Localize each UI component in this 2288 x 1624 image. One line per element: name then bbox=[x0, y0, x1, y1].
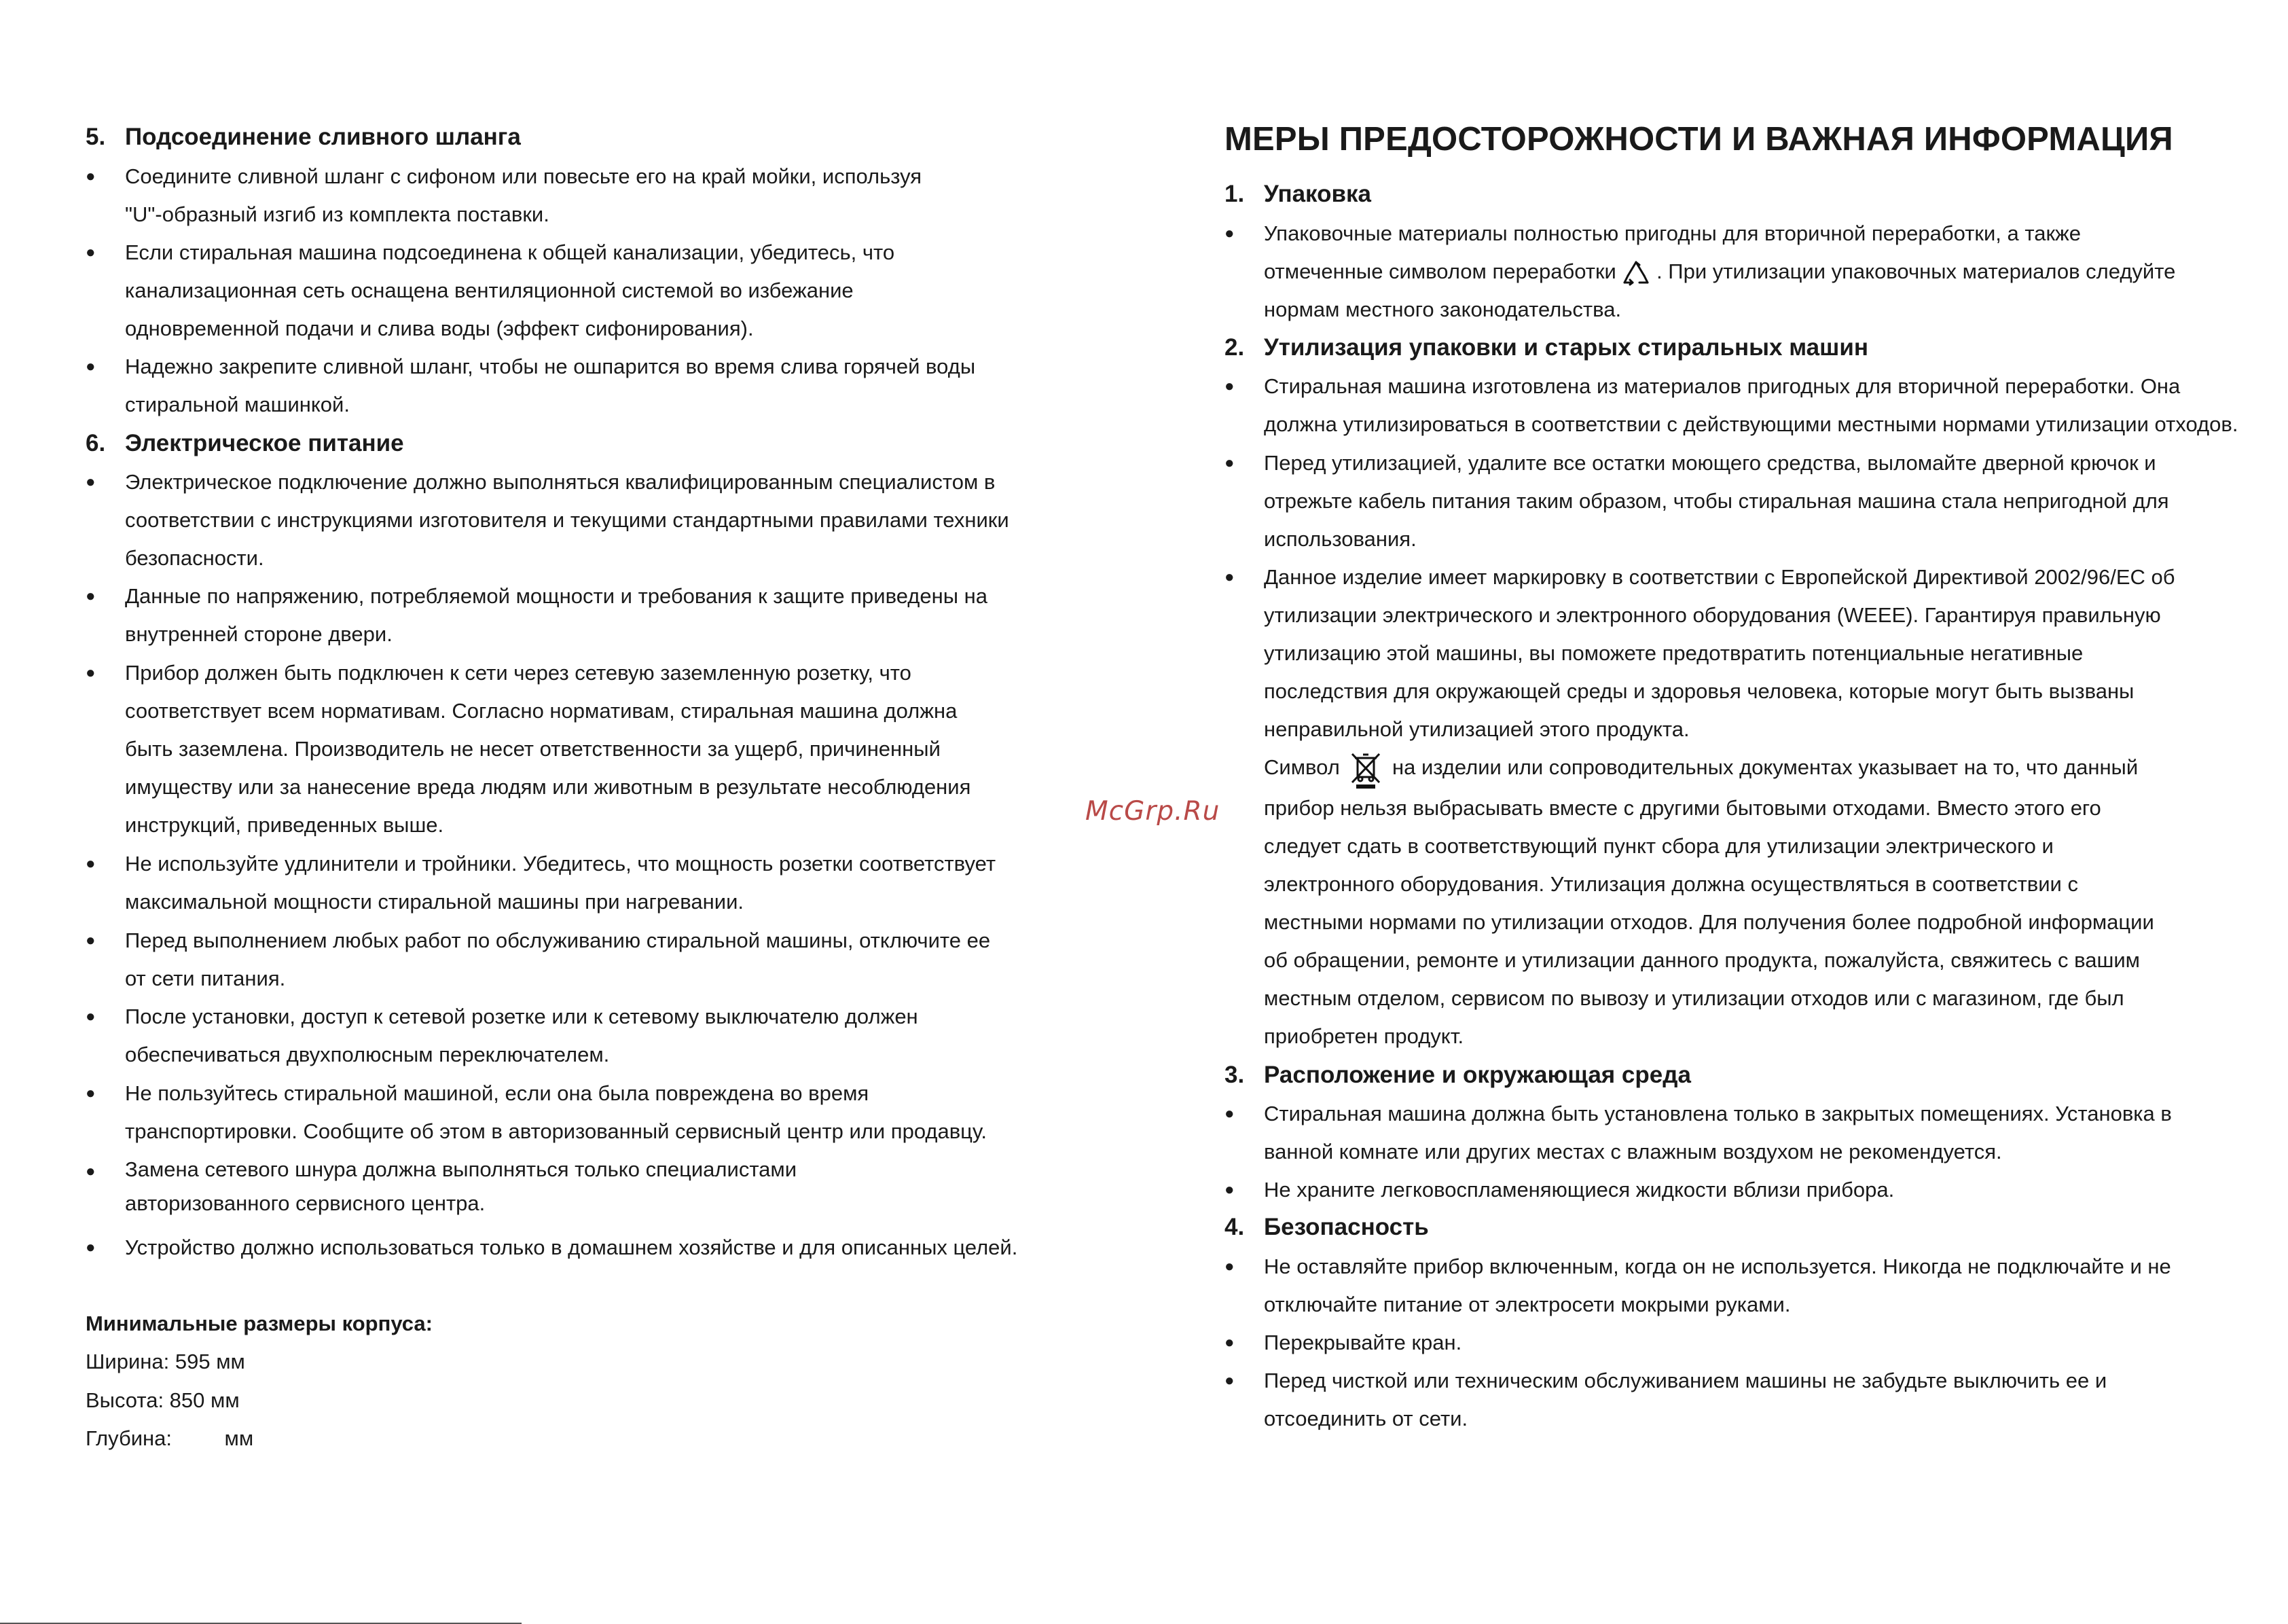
section-4-heading: 4. Безопасность bbox=[1224, 1214, 1429, 1240]
bullet-icon: ● bbox=[1224, 1333, 1235, 1352]
dimensions-heading: Минимальные размеры корпуса: bbox=[86, 1312, 433, 1335]
dimension-depth: Глубина: мм bbox=[86, 1426, 254, 1450]
bullet-icon: ● bbox=[1224, 568, 1235, 586]
bullet-icon: ● bbox=[86, 1238, 96, 1257]
bullet-icon: ● bbox=[86, 1162, 96, 1180]
section-3-heading: 3. Расположение и окружающая среда bbox=[1224, 1062, 1691, 1088]
section-2-heading: 2. Утилизация упаковки и старых стиральных машин bbox=[1224, 334, 1868, 361]
bullet-icon: ● bbox=[1224, 224, 1235, 242]
dimension-height: Высота: 850 мм bbox=[86, 1388, 240, 1412]
bullet-icon: ● bbox=[86, 664, 96, 682]
section-1-heading: 1. Упаковка bbox=[1224, 181, 1371, 207]
bullet-icon: ● bbox=[86, 587, 96, 605]
section-5-heading: 5. Подсоединение сливного шланга bbox=[86, 124, 521, 150]
bullet-icon: ● bbox=[86, 1007, 96, 1026]
bullet-icon: ● bbox=[86, 1084, 96, 1102]
bullet-icon: ● bbox=[1224, 1371, 1235, 1390]
bullet-icon: ● bbox=[86, 357, 96, 376]
bullet-icon: ● bbox=[1224, 1104, 1235, 1123]
bullet-icon: ● bbox=[86, 167, 96, 185]
bullet-icon: ● bbox=[86, 854, 96, 873]
page-title: МЕРЫ ПРЕДОСТОРОЖНОСТИ И ВАЖНАЯ ИНФОРМАЦИЯ bbox=[1224, 121, 2173, 158]
recycle-icon bbox=[1622, 259, 1650, 287]
bullet-icon: ● bbox=[86, 473, 96, 491]
section-6-heading: 6. Электрическое питание bbox=[86, 430, 404, 456]
bullet-icon: ● bbox=[1224, 377, 1235, 395]
weee-crossed-bin-icon bbox=[1345, 748, 1386, 789]
bullet-icon: ● bbox=[1224, 1180, 1235, 1199]
bullet-icon: ● bbox=[1224, 454, 1235, 472]
dimension-width: Ширина: 595 мм bbox=[86, 1350, 245, 1373]
watermark: McGrp.Ru bbox=[1085, 796, 1220, 827]
bullet-icon: ● bbox=[86, 243, 96, 261]
bullet-icon: ● bbox=[86, 931, 96, 950]
bullet-icon: ● bbox=[1224, 1257, 1235, 1276]
